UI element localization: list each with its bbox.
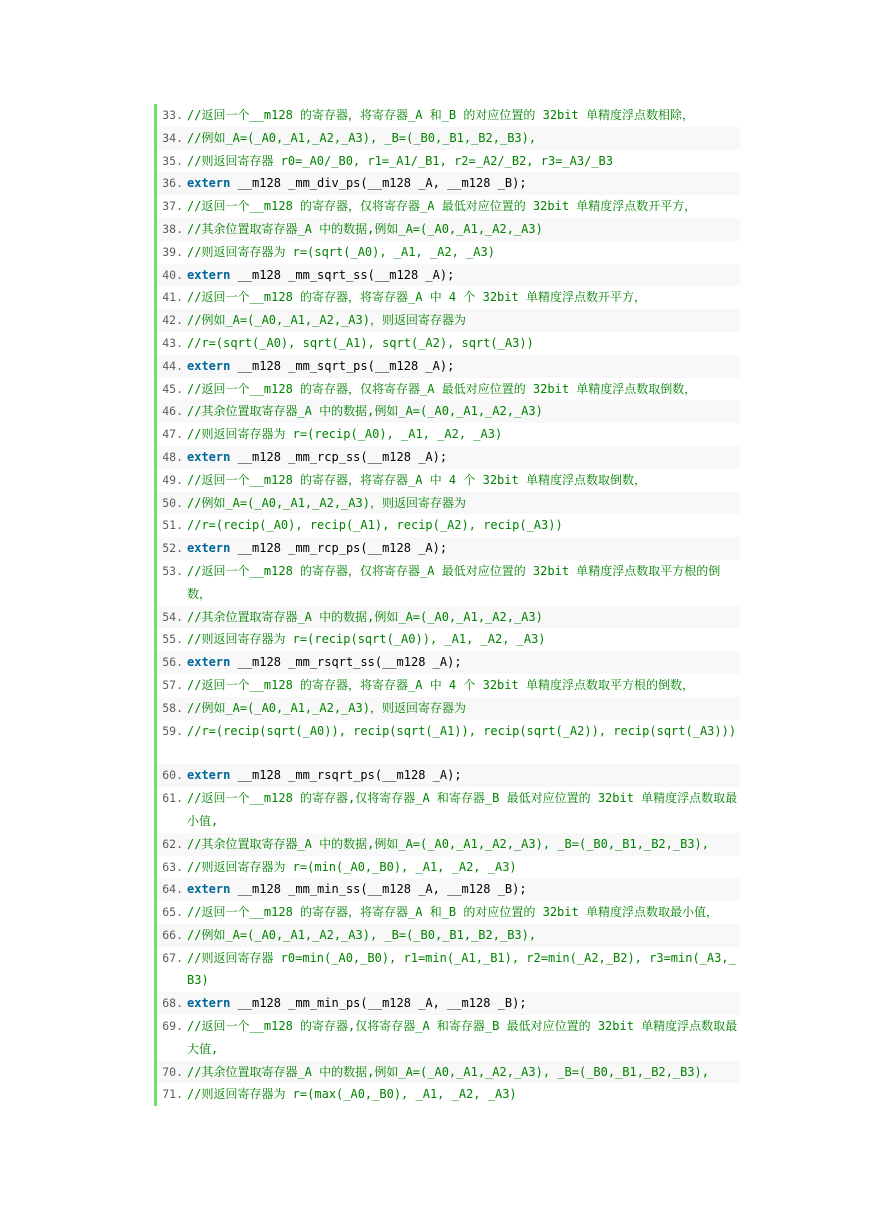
line-number: 38. bbox=[162, 221, 183, 236]
comment-text: //则返回寄存器为 r=(recip(_A0), _A1, _A2, _A3) bbox=[187, 427, 503, 442]
line-number: 44. bbox=[162, 358, 183, 373]
comment-text: //其余位置取寄存器_A 中的数据,例如_A=(_A0,_A1,_A2,_A3) bbox=[187, 404, 543, 419]
code-line bbox=[157, 514, 740, 537]
line-number: 69. bbox=[162, 1019, 183, 1034]
line-number: 34. bbox=[162, 130, 183, 145]
comment-text: //其余位置取寄存器_A 中的数据,例如_A=(_A0,_A1,_A2,_A3) bbox=[187, 221, 543, 236]
keyword: extern bbox=[187, 449, 231, 464]
line-number: 57. bbox=[162, 677, 183, 692]
statement-text: __m128 _mm_min_ss(__m128 _A, __m128 _B); bbox=[230, 882, 527, 897]
code-statement bbox=[183, 172, 740, 195]
comment-text: //返回一个__m128 的寄存器，将寄存器_A 和_B 的对应位置的 32bit 单精度浮点数取最小值， bbox=[187, 905, 718, 920]
comment-text: //则返回寄存器为 r=(recip(sqrt(_A0)), _A1, _A2, _A3) bbox=[187, 632, 546, 647]
statement-text: __m128 _mm_sqrt_ps(__m128 _A); bbox=[230, 358, 455, 373]
keyword: extern bbox=[187, 996, 231, 1011]
line-number: 70. bbox=[162, 1064, 183, 1079]
line-number: 43. bbox=[162, 335, 183, 350]
code-line bbox=[157, 446, 740, 469]
code-line bbox=[157, 606, 740, 629]
code-line bbox=[157, 833, 740, 856]
code-line bbox=[157, 127, 740, 150]
comment-text: //则返回寄存器 r0=min(_A0,_B0), r1=min(_A1,_B1), r2=min(_A2,_B2), r3=min(_A3,_B3) bbox=[187, 950, 736, 988]
code-line bbox=[157, 378, 740, 401]
code-line bbox=[157, 1061, 740, 1084]
line-number: 49. bbox=[162, 472, 183, 487]
statement-text: __m128 _mm_rsqrt_ss(__m128 _A); bbox=[230, 655, 462, 670]
comment-text: //例如_A=(_A0,_A1,_A2,_A3)，则返回寄存器为 bbox=[187, 700, 466, 715]
code-statement bbox=[183, 537, 740, 560]
line-number: 63. bbox=[162, 859, 183, 874]
comment-text: //返回一个__m128 的寄存器，仅将寄存器_A 最低对应位置的 32bit 单精度浮点数取平方根的倒数， bbox=[187, 563, 721, 601]
statement-text: __m128 _mm_rcp_ps(__m128 _A); bbox=[230, 541, 448, 556]
code-line bbox=[157, 947, 740, 993]
keyword: extern bbox=[187, 541, 231, 556]
line-number: 51. bbox=[162, 518, 183, 533]
line-number: 36. bbox=[162, 176, 183, 191]
line-number: 67. bbox=[162, 950, 183, 965]
line-number: 54. bbox=[162, 609, 183, 624]
code-line bbox=[157, 697, 740, 720]
code-line bbox=[157, 492, 740, 515]
keyword: extern bbox=[187, 267, 231, 282]
blank-line bbox=[157, 742, 740, 764]
line-number: 65. bbox=[162, 905, 183, 920]
line-number: 37. bbox=[162, 199, 183, 214]
line-number: 47. bbox=[162, 427, 183, 442]
code-line bbox=[157, 856, 740, 879]
line-number: 56. bbox=[162, 655, 183, 670]
code-line bbox=[157, 286, 740, 309]
comment-text: //r=(recip(_A0), recip(_A1), recip(_A2), recip(_A3)) bbox=[187, 518, 563, 533]
comment-text: //返回一个__m128 的寄存器，仅将寄存器_A 最低对应位置的 32bit 单精度浮点数开平方， bbox=[187, 199, 697, 214]
code-line bbox=[157, 332, 740, 355]
comment-text: //则返回寄存器为 r=(sqrt(_A0), _A1, _A2, _A3) bbox=[187, 244, 495, 259]
line-number: 33. bbox=[162, 108, 183, 122]
statement-text: __m128 _mm_rsqrt_ps(__m128 _A); bbox=[230, 768, 462, 783]
line-number: 41. bbox=[162, 290, 183, 305]
statement-text: __m128 _mm_sqrt_ss(__m128 _A); bbox=[230, 267, 455, 282]
line-number: 48. bbox=[162, 449, 183, 464]
keyword: extern bbox=[187, 655, 231, 670]
code-line bbox=[157, 1083, 740, 1106]
code-line bbox=[157, 628, 740, 651]
line-number: 55. bbox=[162, 632, 183, 647]
comment-text: //返回一个__m128 的寄存器，将寄存器_A 和_B 的对应位置的 32bit 单精度浮点数相除， bbox=[187, 108, 694, 122]
code-line bbox=[157, 901, 740, 924]
code-statement bbox=[183, 651, 740, 674]
code-line bbox=[157, 309, 740, 332]
code-statement bbox=[183, 355, 740, 378]
line-number: 62. bbox=[162, 836, 183, 851]
line-number: 52. bbox=[162, 541, 183, 556]
code-line bbox=[157, 787, 740, 833]
line-number: 53. bbox=[162, 563, 183, 578]
code-line bbox=[157, 537, 740, 560]
code-line bbox=[157, 423, 740, 446]
statement-text: __m128 _mm_rcp_ss(__m128 _A); bbox=[230, 449, 448, 464]
keyword: extern bbox=[187, 768, 231, 783]
code-line bbox=[157, 924, 740, 947]
comment-text: //其余位置取寄存器_A 中的数据,例如_A=(_A0,_A1,_A2,_A3), _B=(_B0,_B1,_B2,_B3), bbox=[187, 836, 710, 851]
keyword: extern bbox=[187, 882, 231, 897]
code-statement bbox=[183, 764, 740, 787]
code-line bbox=[157, 241, 740, 264]
comment-text: //其余位置取寄存器_A 中的数据,例如_A=(_A0,_A1,_A2,_A3) bbox=[187, 609, 543, 624]
line-number: 50. bbox=[162, 495, 183, 510]
line-number: 68. bbox=[162, 996, 183, 1011]
code-line bbox=[157, 878, 740, 901]
line-number: 59. bbox=[162, 723, 183, 738]
line-number: 46. bbox=[162, 404, 183, 419]
line-number: 40. bbox=[162, 267, 183, 282]
code-line bbox=[157, 651, 740, 674]
comment-text: //则返回寄存器为 r=(min(_A0,_B0), _A1, _A2, _A3) bbox=[187, 859, 517, 874]
comment-text: //则返回寄存器 r0=_A0/_B0, r1=_A1/_B1, r2=_A2/_B2, r3=_A3/_B3 bbox=[187, 153, 614, 168]
line-number: 42. bbox=[162, 313, 183, 328]
code-line bbox=[157, 150, 740, 173]
code-statement bbox=[183, 878, 740, 901]
code-line bbox=[157, 674, 740, 697]
line-number: 45. bbox=[162, 381, 183, 396]
code-line bbox=[157, 218, 740, 241]
code-line bbox=[157, 355, 740, 378]
keyword: extern bbox=[187, 176, 231, 191]
code-listing bbox=[154, 104, 740, 1106]
comment-text: //则返回寄存器为 r=(max(_A0,_B0), _A1, _A2, _A3) bbox=[187, 1087, 517, 1102]
statement-text: __m128 _mm_div_ps(__m128 _A, __m128 _B); bbox=[230, 176, 527, 191]
keyword: extern bbox=[187, 358, 231, 373]
comment-text: //例如_A=(_A0,_A1,_A2,_A3), _B=(_B0,_B1,_B2,_B3), bbox=[187, 130, 537, 145]
comment-text: //例如_A=(_A0,_A1,_A2,_A3)，则返回寄存器为 bbox=[187, 313, 466, 328]
code-statement bbox=[183, 992, 740, 1015]
code-line bbox=[157, 172, 740, 195]
comment-text: //其余位置取寄存器_A 中的数据,例如_A=(_A0,_A1,_A2,_A3), _B=(_B0,_B1,_B2,_B3), bbox=[187, 1064, 710, 1079]
comment-text: //返回一个__m128 的寄存器，将寄存器_A 中 4 个 32bit 单精度浮点数取倒数， bbox=[187, 472, 646, 487]
code-line bbox=[157, 469, 740, 492]
comment-text: //返回一个__m128 的寄存器,仅将寄存器_A 和寄存器_B 最低对应位置的 32bit 单精度浮点数取最大值, bbox=[187, 1019, 738, 1056]
comment-text: //例如_A=(_A0,_A1,_A2,_A3), _B=(_B0,_B1,_B2,_B3), bbox=[187, 927, 537, 942]
code-statement bbox=[183, 264, 740, 287]
code-line bbox=[157, 264, 740, 287]
comment-text: //r=(sqrt(_A0), sqrt(_A1), sqrt(_A2), sqrt(_A3)) bbox=[187, 335, 534, 350]
code-line bbox=[157, 720, 740, 743]
comment-text: //返回一个__m128 的寄存器，仅将寄存器_A 最低对应位置的 32bit 单精度浮点数取倒数， bbox=[187, 381, 697, 396]
code-line bbox=[157, 400, 740, 423]
comment-text: //返回一个__m128 的寄存器，将寄存器_A 中 4 个 32bit 单精度浮点数取平方根的倒数， bbox=[187, 677, 694, 692]
statement-text: __m128 _mm_min_ps(__m128 _A, __m128 _B); bbox=[230, 996, 527, 1011]
comment-text: //返回一个__m128 的寄存器，将寄存器_A 中 4 个 32bit 单精度浮点数开平方， bbox=[187, 290, 646, 305]
line-number: 64. bbox=[162, 882, 183, 897]
code-line bbox=[157, 992, 740, 1015]
line-number: 66. bbox=[162, 927, 183, 942]
code-line bbox=[157, 195, 740, 218]
comment-text: //r=(recip(sqrt(_A0)), recip(sqrt(_A1)), recip(sqrt(_A2)), recip(sqrt(_A3))) bbox=[187, 723, 737, 738]
comment-text: //返回一个__m128 的寄存器,仅将寄存器_A 和寄存器_B 最低对应位置的 32bit 单精度浮点数取最小值, bbox=[187, 791, 738, 828]
line-number: 58. bbox=[162, 700, 183, 715]
code-line bbox=[157, 560, 740, 606]
code-line bbox=[157, 1015, 740, 1061]
code-line bbox=[157, 764, 740, 787]
line-number: 61. bbox=[162, 791, 183, 806]
code-statement bbox=[183, 446, 740, 469]
line-number: 60. bbox=[162, 768, 183, 783]
line-number: 35. bbox=[162, 153, 183, 168]
comment-text: //例如_A=(_A0,_A1,_A2,_A3)，则返回寄存器为 bbox=[187, 495, 466, 510]
line-number: 39. bbox=[162, 244, 183, 259]
code-line bbox=[157, 104, 740, 127]
line-number: 71. bbox=[162, 1087, 183, 1102]
